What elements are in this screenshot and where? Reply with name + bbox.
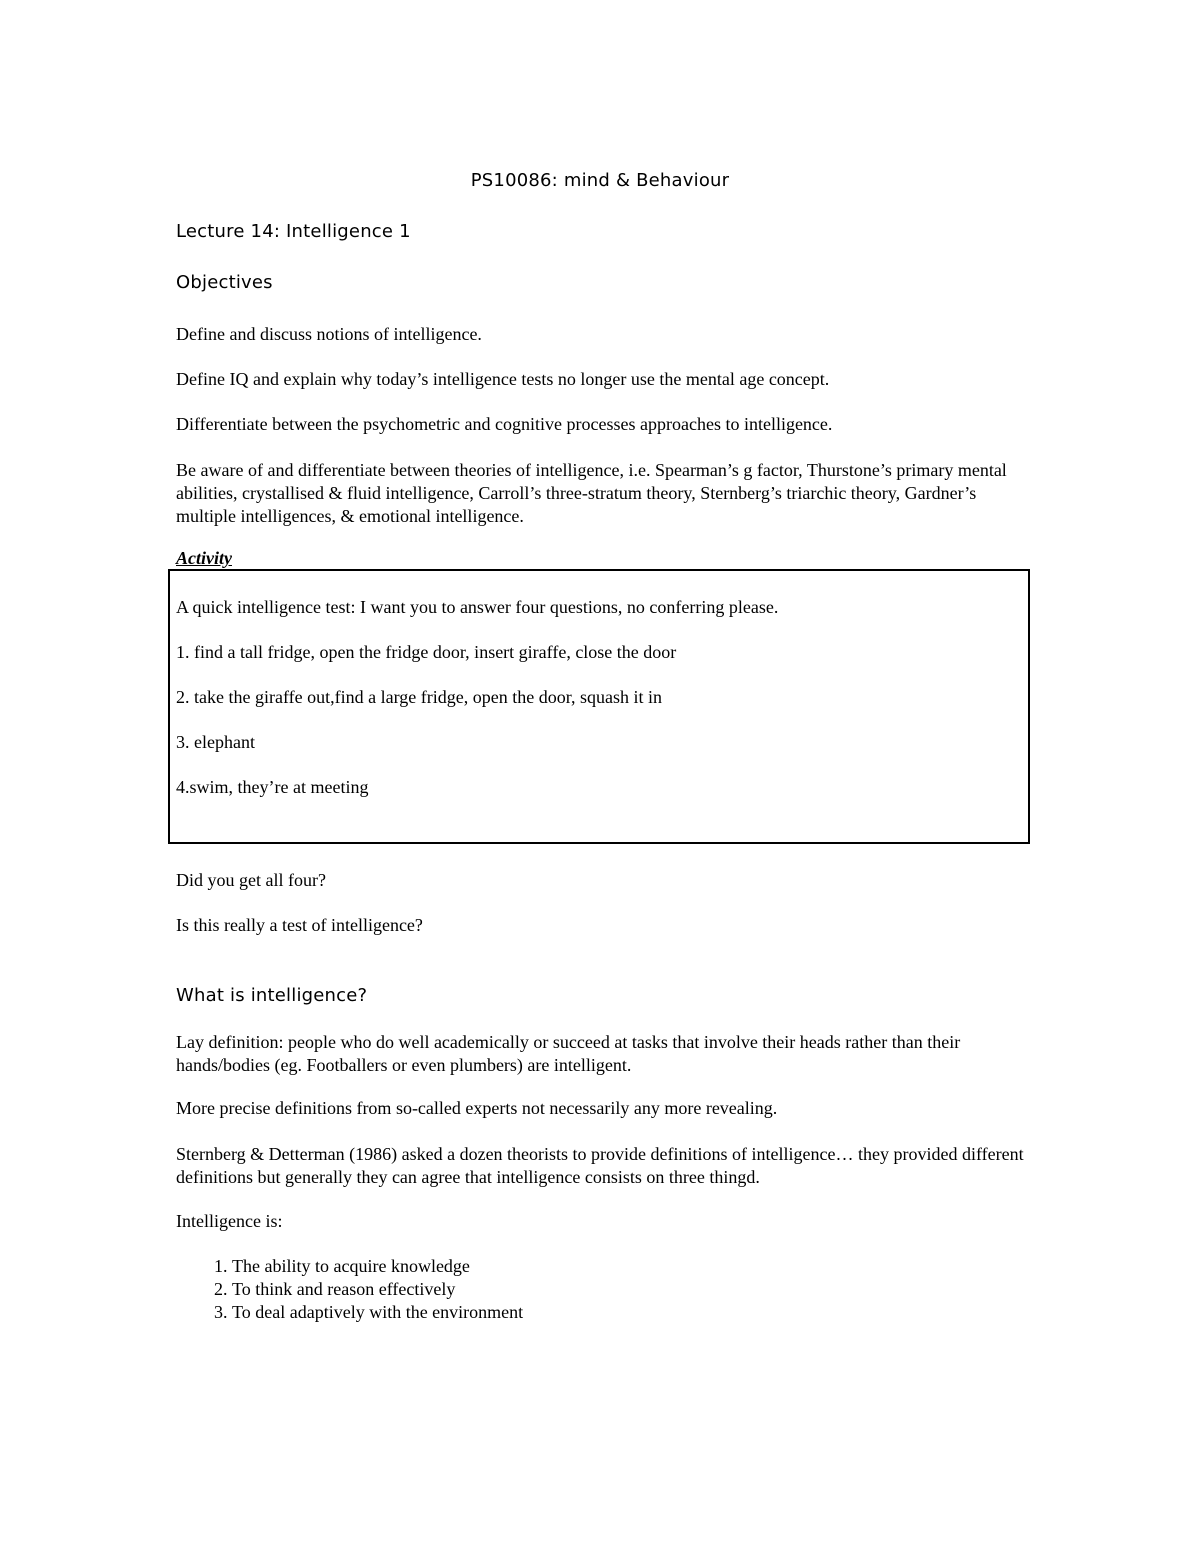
lay-definition: Lay definition: people who do well academically or succeed at tasks that involve their heads rather than their hands/bodies (eg. Footballers or even plumbers) are intelligent. bbox=[176, 1032, 961, 1075]
activity-answer: 2. take the giraffe out,find a large fridge, open the door, squash it in bbox=[176, 687, 662, 707]
activity-label: Activity bbox=[176, 548, 232, 568]
section-heading: What is intelligence? bbox=[176, 985, 368, 1006]
followup-question: Is this really a test of intelligence? bbox=[176, 915, 423, 935]
activity-intro: A quick intelligence test: I want you to answer four questions, no conferring please. bbox=[176, 597, 779, 617]
objective-item: Define IQ and explain why today’s intelligence tests no longer use the mental age concept. bbox=[176, 369, 830, 389]
objective-item: Differentiate between the psychometric and cognitive processes approaches to intelligence. bbox=[176, 414, 833, 434]
sternberg-paragraph: Sternberg & Detterman (1986) asked a dozen theorists to provide definitions of intelligence… they provided different definitions but generally they can agree that intelligence consists on three thingd. bbox=[176, 1144, 1024, 1187]
list-item: 2. To think and reason effectively bbox=[232, 1278, 523, 1301]
precise-definitions: More precise definitions from so-called experts not necessarily any more revealing. bbox=[176, 1098, 778, 1118]
followup-question: Did you get all four? bbox=[176, 870, 326, 890]
intelligence-list bbox=[192, 1255, 523, 1324]
lecture-title: Lecture 14: Intelligence 1 bbox=[176, 221, 411, 242]
course-title: PS10086: mind & Behaviour bbox=[470, 170, 730, 191]
activity-answer: 4.swim, they’re at meeting bbox=[176, 777, 369, 797]
objective-item: Be aware of and differentiate between theories of intelligence, i.e. Spearman’s g factor, Thurstone’s primary mental abilities, crystallised & fluid intelligence, Carroll’s three-stratum theory, Sternberg’s triarchic theory, Gardner’s multiple intelligences, & emotional intelligence. bbox=[176, 460, 1007, 526]
objective-item: Define and discuss notions of intelligence. bbox=[176, 324, 482, 344]
list-item: 3. To deal adaptively with the environment bbox=[232, 1301, 523, 1324]
activity-answer: 3. elephant bbox=[176, 732, 255, 752]
activity-answer: 1. find a tall fridge, open the fridge door, insert giraffe, close the door bbox=[176, 642, 677, 662]
objectives-heading: Objectives bbox=[176, 272, 273, 293]
list-item: 1. The ability to acquire knowledge bbox=[232, 1255, 523, 1278]
intelligence-is-label: Intelligence is: bbox=[176, 1211, 283, 1231]
